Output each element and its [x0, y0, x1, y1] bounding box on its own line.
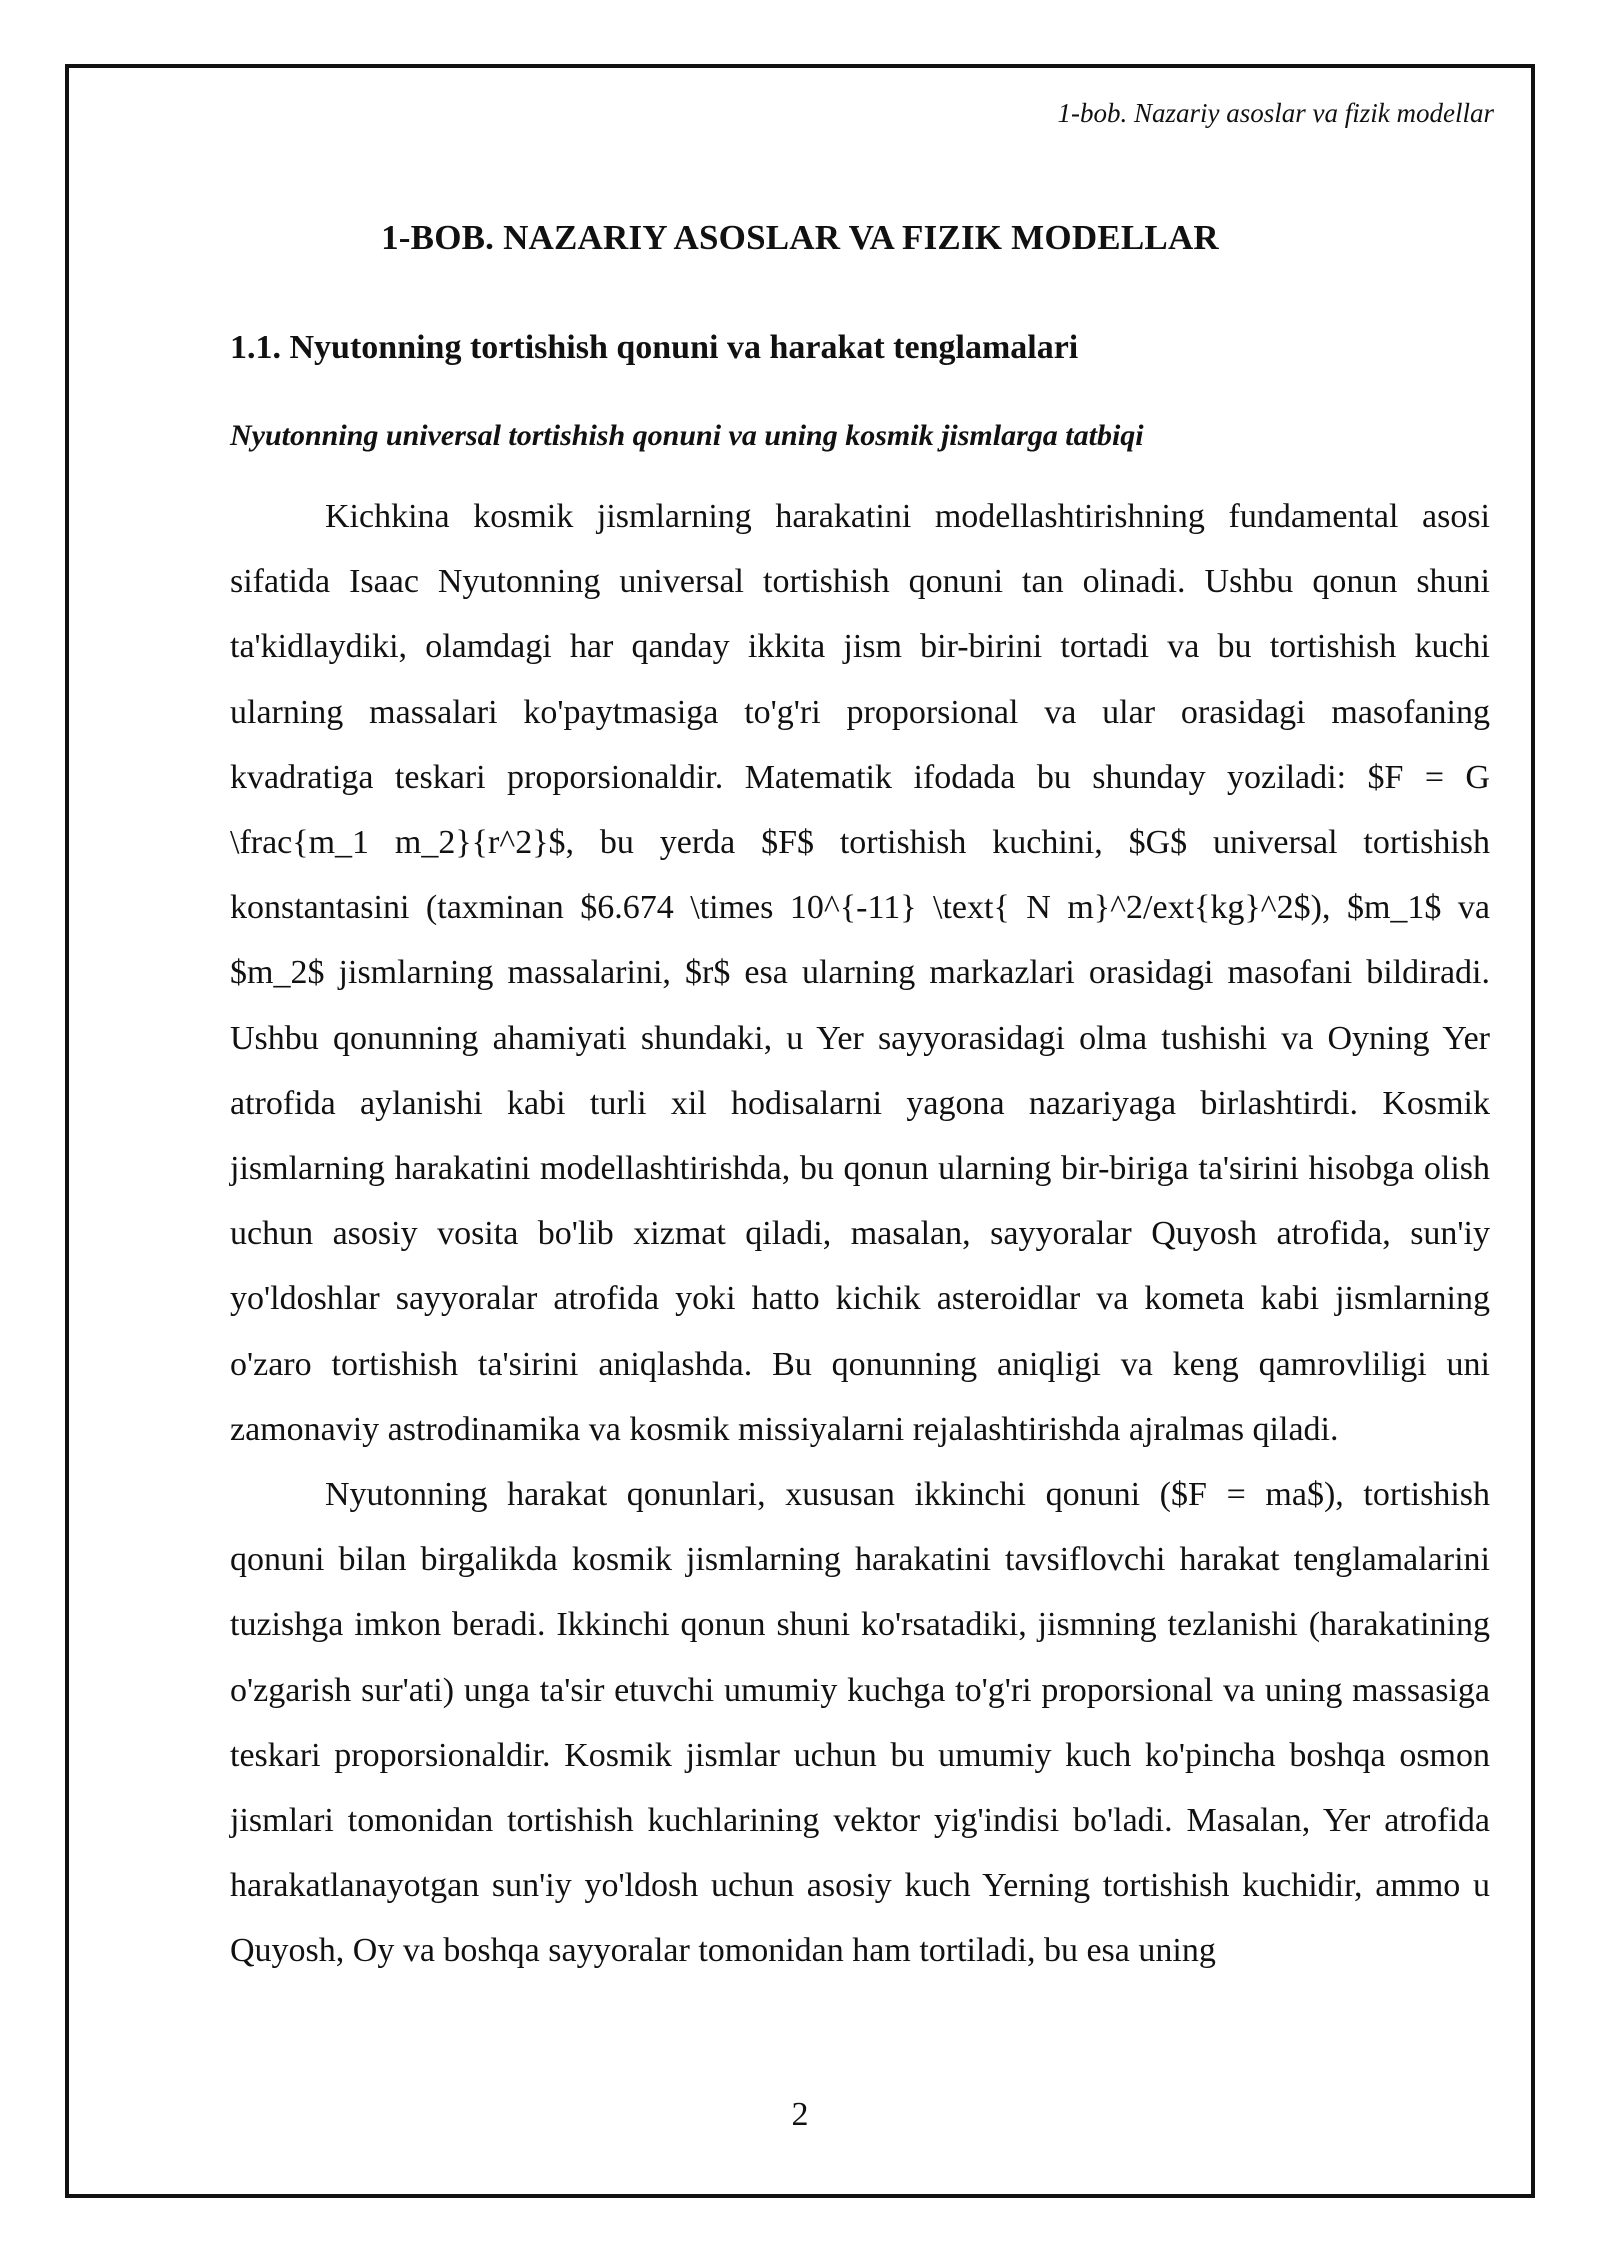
paragraph-2: Nyutonning harakat qonunlari, xususan ikkinchi qonuni ($F = ma$), tortishish qonuni bilan birgalikda kosmik jismlarning harakatini tavsiflovchi harakat tenglamalarini tuzishga imkon beradi. Ikkinchi qonun shuni ko'rsatadiki, jismning tezlanishi (harakatining o'zgarish sur'ati) unga ta'sir etuvchi umumiy kuchga to'g'ri proporsional va uning massasiga teskari proporsionaldir. Kosmik jismlar uchun bu umumiy kuch ko'pincha boshqa osmon jismlari tomonidan tortishish kuchlarining vektor yig'indisi bo'ladi. Masalan, Yer atrofida harakatlanayotgan sun'iy yo'ldosh uchun asosiy kuch Yerning tortishish kuchidir, ammo u Quyosh, Oy va boshqa sayyoralar tomonidan ham tortiladi, bu esa uning [230, 1476, 1490, 1970]
body-text [230, 484, 1490, 1984]
running-header: 1-bob. Nazariy asoslar va fizik modellar [1057, 98, 1494, 128]
page-number: 2 [791, 2096, 809, 2133]
subsection-heading: Nyutonning universal tortishish qonuni va uning kosmik jismlarga tatbiqi [230, 419, 1144, 452]
paragraph-1: Kichkina kosmik jismlarning harakatini modellashtirishning fundamental asosi sifatida Isaac Nyutonning universal tortishish qonuni tan olinadi. Ushbu qonun shuni ta'kidlaydiki, olamdagi har qanday ikkita jism bir-birini tortadi va bu tortishish kuchi ularning massalari ko'paytmasiga to'g'ri proporsional va ular orasidagi masofaning kvadratiga teskari proporsionaldir. Matematik ifodada bu shunday yoziladi: $F = G \frac{m_1 m_2}{r^2}$, bu yerda $F$ tortishish kuchini, $G$ universal tortishish konstantasini (taxminan $6.674 \times 10^{-11} \text{ N m}^2/ext{kg}^2$), $m_1$ va $m_2$ jismlarning massalarini, $r$ esa ularning markazlari orasidagi masofani bildiradi. Ushbu qonunning ahamiyati shundaki, u Yer sayyorasidagi olma tushishi va Oyning Yer atrofida aylanishi kabi turli xil hodisalarni yagona nazariyaga birlashtirdi. Kosmik jismlarning harakatini modellashtirishda, bu qonun ularning bir-biriga ta'sirini hisobga olish uchun asosiy vosita bo'lib xizmat qiladi, masalan, sayyoralar Quyosh atrofida, sun'iy yo'ldoshlar sayyoralar atrofida yoki hatto kichik asteroidlar va kometa kabi jismlarning o'zaro tortishish ta'sirini aniqlashda. Bu qonunning aniqligi va keng qamrovliligi uni zamonaviy astrodinamika va kosmik missiyalarni rejalashtirishda ajralmas qiladi. [230, 498, 1490, 1448]
chapter-title: 1-BOB. NAZARIY ASOSLAR VA FIZIK MODELLAR [381, 218, 1219, 257]
section-heading: 1.1. Nyutonning tortishish qonuni va harakat tenglamalari [230, 329, 1079, 366]
